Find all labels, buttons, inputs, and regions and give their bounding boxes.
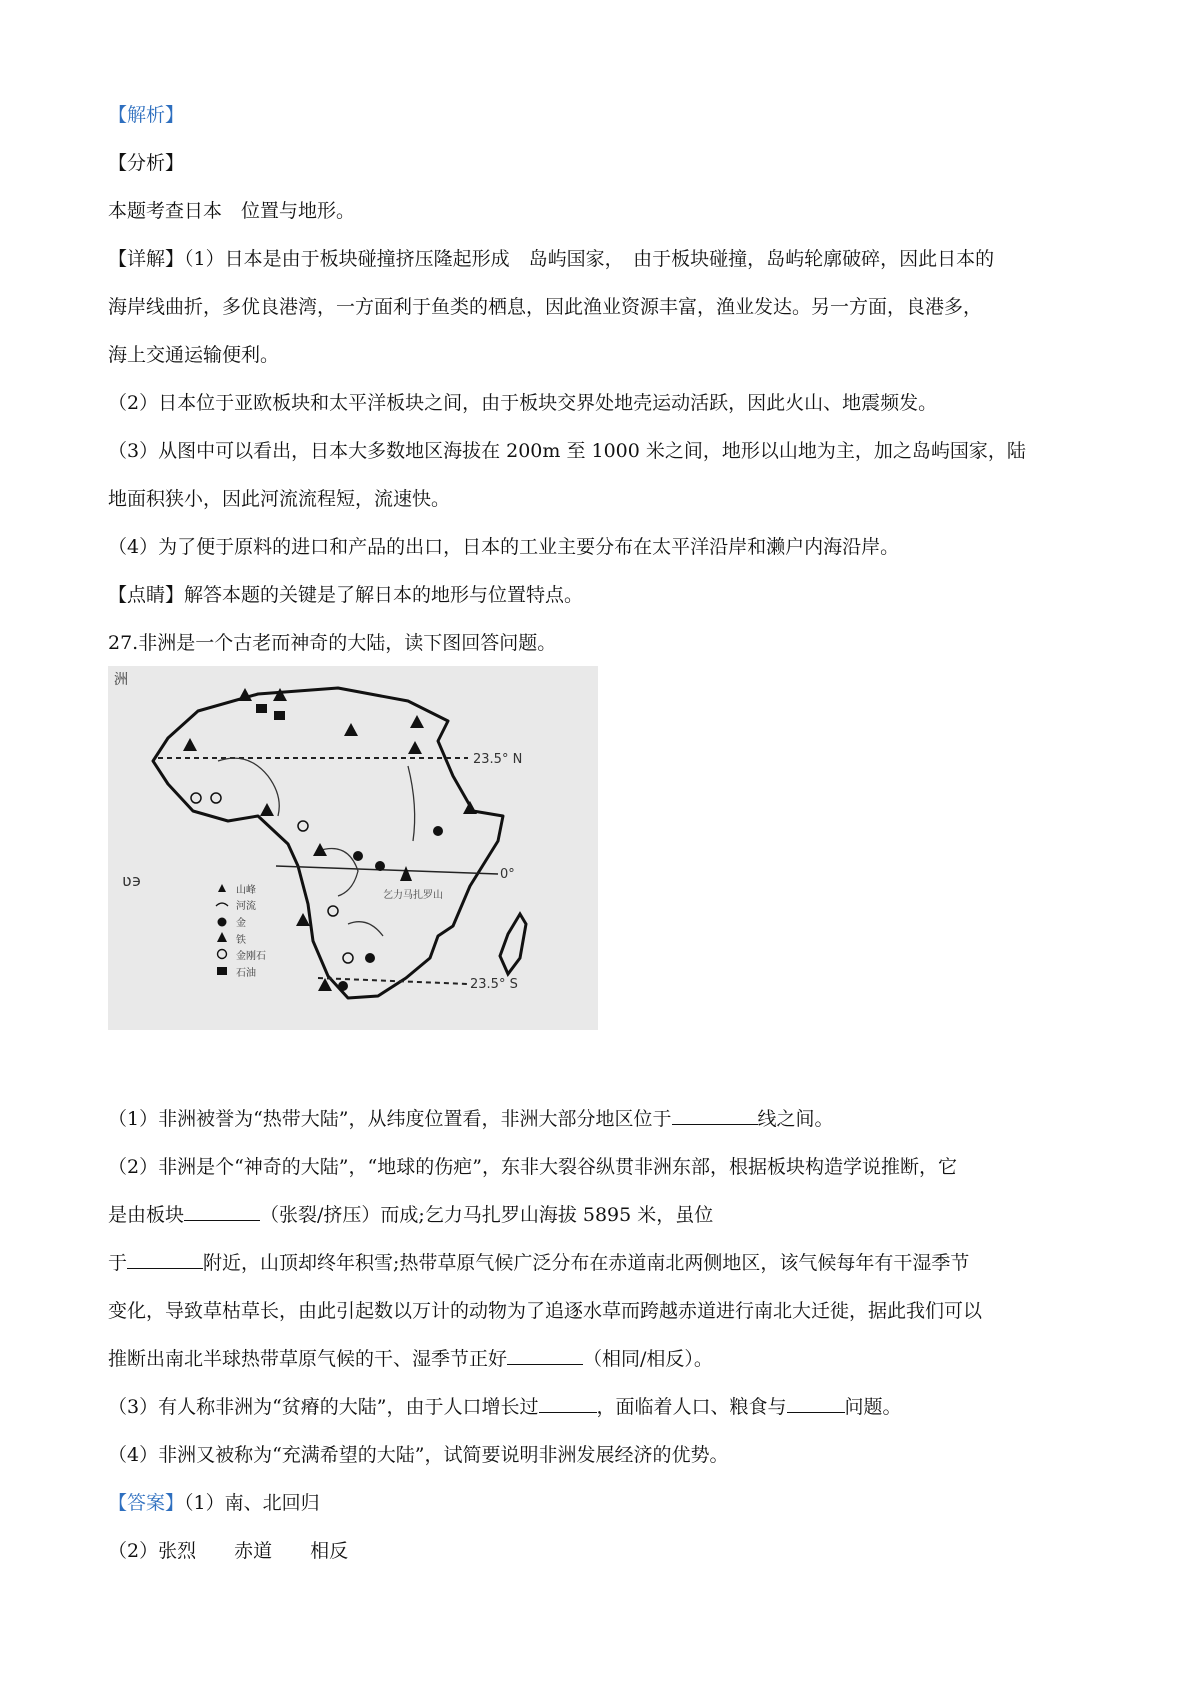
- question-27-part3: [108, 1392, 902, 1422]
- oil-symbol: [344, 723, 358, 736]
- detail-p3-line2: 地面积狭小，因此河流流程短，流速快。: [108, 488, 451, 510]
- analysis-intro: 本题考查日本 位置与地形。: [108, 200, 356, 222]
- detail-p1-line2: 海岸线曲折，多优良港湾，一方面利于鱼类的栖息，因此渔业资源丰富，渔业发达。另一方面，良港多，: [108, 296, 983, 318]
- legend-river-icon: [216, 903, 228, 906]
- iron-symbol: [296, 913, 310, 926]
- answer-1: （1）南、北回归: [184, 1492, 320, 1514]
- legend-diamond-icon: [218, 950, 227, 959]
- oil-symbol: [238, 688, 252, 701]
- legend-peak-label: 山峰: [236, 885, 256, 896]
- question-27-part2-line2: [108, 1200, 713, 1230]
- legend-iron-icon: [217, 932, 227, 942]
- equator-line: [276, 866, 498, 874]
- q1-text-a: （1）非洲被誉为“热带大陆”，从纬度位置看，非洲大部分地区位于: [108, 1108, 672, 1130]
- q2-line5-text-b: （相同/相反）。: [583, 1348, 713, 1370]
- iron-symbol: [408, 741, 422, 754]
- map-legend: [216, 883, 266, 979]
- q3-text-b: ，面临着人口、粮食与: [596, 1396, 787, 1418]
- question-27-part4: （4）非洲又被称为“充满希望的大陆”，试简要说明非洲发展经济的优势。: [108, 1444, 729, 1466]
- legend-gold-label: 金: [236, 918, 246, 929]
- tropic-cancer-label: 23.5° N: [473, 752, 523, 767]
- point-summary: 【点睛】解答本题的关键是了解日本的地形与位置特点。: [108, 584, 584, 606]
- answer-line2: （2）张烈 赤道 相反: [108, 1540, 349, 1562]
- map-corner-label: 洲: [114, 672, 128, 688]
- legend-oil-icon: [217, 967, 227, 975]
- question-27-part2-line1: （2）非洲是个“神奇的大陆”，“地球的伤疤”，东非大裂谷纵贯非洲东部，根据板块构造学说推断，它: [108, 1156, 957, 1178]
- legend-diamond-label: 金刚石: [236, 951, 266, 962]
- diamond-symbol: [191, 793, 201, 803]
- gold-symbol: [433, 826, 443, 836]
- q2-line3-text-b: 附近，山顶却终年积雪;热带草原气候广泛分布在赤道南北两侧地区，该气候每年有干湿季节: [203, 1252, 970, 1274]
- q3-text-a: （3）有人称非洲为“贫瘠的大陆”，由于人口增长过: [108, 1396, 539, 1418]
- detail-p1-line1: 【详解】（1）日本是由于板块碰撞挤压隆起形成 岛屿国家， 由于板块碰撞，岛屿轮廓破碎，因此日本的: [108, 248, 995, 270]
- oil-symbol: [183, 738, 197, 751]
- diamond-symbol: [343, 953, 353, 963]
- diamond-symbol: [298, 821, 308, 831]
- q2-line3-text-a: 于: [108, 1252, 128, 1274]
- question-27-part2-line5: [108, 1344, 713, 1374]
- diamond-symbol: [328, 906, 338, 916]
- iron-symbol: [463, 801, 477, 814]
- q3-problem-blank[interactable]: [787, 1394, 845, 1413]
- q2-line2-text-b: （张裂/挤压）而成;乞力马扎罗山海拔 5895 米，虽位: [260, 1204, 714, 1226]
- answer-line1: [108, 1488, 320, 1518]
- oil-symbol: [273, 688, 287, 701]
- q2-location-blank[interactable]: [127, 1250, 203, 1269]
- gold-symbol: [375, 861, 385, 871]
- legend-river-label: 河流: [236, 901, 256, 912]
- detail-p4: （4）为了便于原料的进口和产品的出口，日本的工业主要分布在太平洋沿岸和濑户内海沿岸。: [108, 536, 900, 558]
- tropic-capricorn-label: 23.5° S: [470, 977, 518, 992]
- q1-answer-blank[interactable]: [672, 1106, 758, 1125]
- q2-line2-text-a: 是由板块: [108, 1204, 185, 1226]
- equator-label: 0°: [500, 867, 515, 882]
- detail-p2: （2）日本位于亚欧板块和太平洋板块之间，由于板块交界处地壳运动活跃，因此火山、地震频发。: [108, 392, 938, 414]
- legend-oil-label: 石油: [236, 968, 256, 979]
- question-27-stem: 27.非洲是一个古老而神奇的大陆，读下图回答问题。: [108, 632, 557, 654]
- gold-symbol: [365, 953, 375, 963]
- answer-label: 【答案】: [108, 1492, 185, 1514]
- map-side-mark: ʋ϶: [122, 871, 142, 890]
- section-label-jiexi: 【解析】: [108, 104, 185, 126]
- gold-symbol: [338, 981, 348, 991]
- detail-p3-line1: （3）从图中可以看出，日本大多数地区海拔在 200m 至 1000 米之间，地形以山地为主，加之岛屿国家，陆: [108, 440, 1026, 462]
- oil-symbol: [256, 704, 267, 713]
- q1-text-b: 线之间。: [757, 1108, 834, 1130]
- q2-plate-blank[interactable]: [184, 1202, 260, 1221]
- question-27-part2-line4: 变化，导致草枯草长，由此引起数以万计的动物为了追逐水草而跨越赤道进行南北大迁徙，据此我们可以: [108, 1300, 983, 1322]
- niger-river: [218, 758, 279, 816]
- legend-peak-icon: [218, 884, 226, 892]
- oil-symbol: [260, 803, 274, 816]
- madagascar-outline: [500, 914, 526, 974]
- section-label-fenxi: 【分析】: [108, 152, 185, 174]
- q3-text-c: 问题。: [844, 1396, 902, 1418]
- oil-symbol: [274, 711, 285, 720]
- detail-p1-line3: 海上交通运输便利。: [108, 344, 280, 366]
- kilimanjaro-label: 乞力马扎罗山: [383, 890, 443, 901]
- question-27-part2-line3: [108, 1248, 969, 1278]
- question-27-part1: [108, 1104, 834, 1134]
- nile-river: [408, 766, 415, 841]
- oil-symbol: [410, 715, 424, 728]
- q2-line5-text-a: 推断出南北半球热带草原气候的干、湿季节正好: [108, 1348, 508, 1370]
- legend-gold-icon: [218, 918, 227, 927]
- africa-map-svg: [108, 666, 598, 1030]
- zambezi-river: [348, 922, 383, 936]
- peak-symbol: [400, 866, 412, 881]
- legend-iron-label: 铁: [236, 935, 246, 946]
- gold-symbol: [353, 851, 363, 861]
- diamond-symbol: [211, 793, 221, 803]
- africa-outline: [153, 688, 503, 998]
- q2-season-blank[interactable]: [507, 1346, 583, 1365]
- q3-growth-blank[interactable]: [539, 1394, 597, 1413]
- africa-map-figure: [108, 666, 598, 1030]
